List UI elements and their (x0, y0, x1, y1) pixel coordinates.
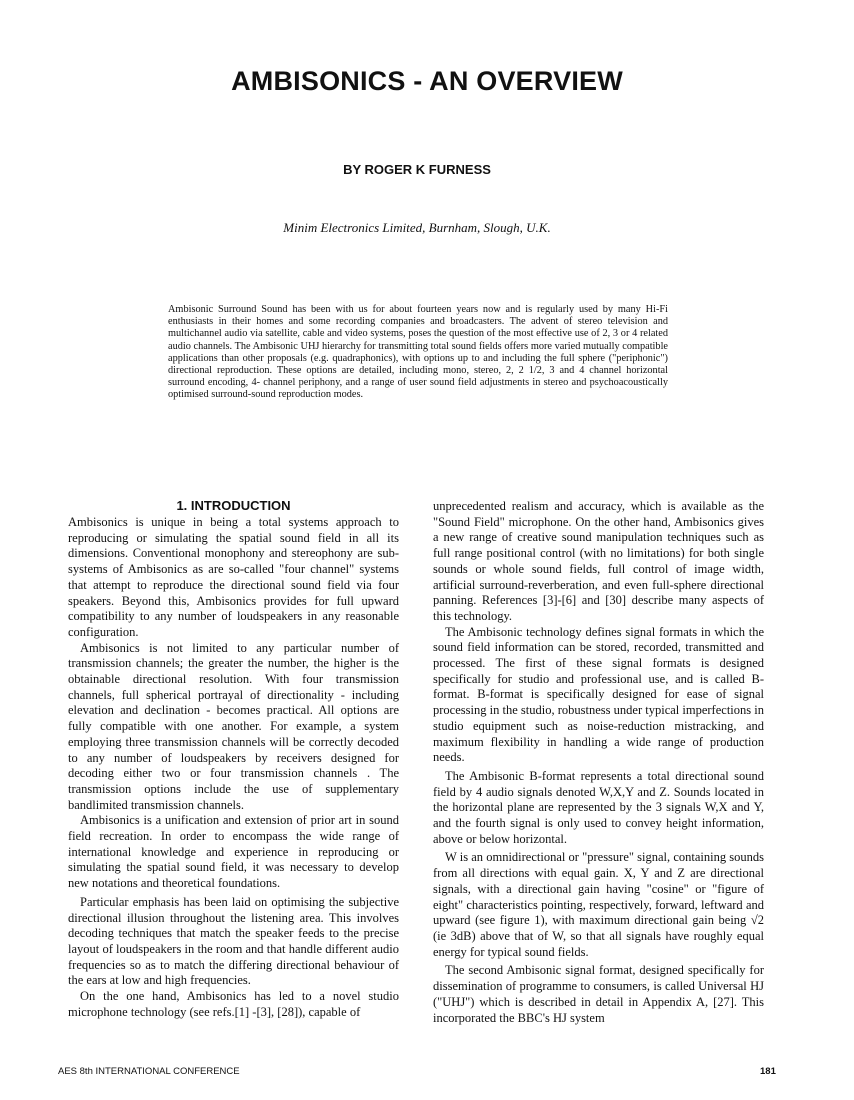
footer-conference: AES 8th INTERNATIONAL CONFERENCE (58, 1066, 240, 1077)
right-column (433, 499, 764, 1026)
body-paragraph: The Ambisonic B-format represents a total directional sound field by 4 audio signals denoted W,X,Y and Z. Sounds located in the horizontal plane are represented by the 3 signals W,X and Y, and the fourth signal is only used to convey height information, above or below horizontal. (433, 768, 764, 846)
footer-page-number: 181 (760, 1066, 776, 1077)
section-heading-introduction: 1. INTRODUCTION (176, 498, 291, 513)
paper-title: AMBISONICS - AN OVERVIEW (231, 66, 623, 96)
body-paragraph: The Ambisonic technology defines signal formats in which the sound field information can be stored, recorded, transmitted and processed. The first of these signal formats is designed specifically for studio and professional use, and is called B-format. B-format is specifically designed for ease of signal processing in the studio, robustness under typical imperfections in studio equipment such as noise-reduction mistracking, and maximum flexibility in handling a wide range of production needs. (433, 624, 764, 765)
body-paragraph: On the one hand, Ambisonics has led to a novel studio microphone technology (see refs.[1] -[3], [28]), capable of (68, 989, 399, 1019)
body-paragraph: unprecedented realism and accuracy, which is available as the "Sound Field" microphone. On the other hand, Ambisonics gives a new range of creative sound manipulation techniques such as full range positional control (with no limitations) for both single sounds or whole sound fields, full control of image width, artificial surround-reverberation, and even full-sphere directional panning. References [3]-[6] and [30] describe many aspects of this technology. (433, 499, 764, 623)
abstract: Ambisonic Surround Sound has been with us for about fourteen years now and is regularly used by many Hi-Fi enthusiasts in their homes and some recording companies and broadcasters. The advent of stereo television and multichannel audio via satellite, cable and video systems, poses the question of the most effective use of 2, 3 or 4 related audio channels. The Ambisonic UHJ hierarchy for transmitting total sound fields offers more varied mutually compatible applications than other proposals (e.g. quadraphonics), with options up to and including the full sphere ("periphonic") directional reproduction. These options are detailed, including mono, stereo, 2, 2 1/2, 3 and 4 channel horizontal surround encoding, 4- channel periphony, and a range of user sound field adjustments in stereo and psychoacoustically optimised surround-sound reproduction modes. (168, 304, 668, 401)
author-byline: BY ROGER K FURNESS (343, 162, 491, 177)
body-paragraph: Ambisonics is not limited to any particular number of transmission channels; the greater the number, the higher is the obtainable directional resolution. With four transmission channels, full spherical portrayal of directionality - including elevation and declination - becomes practical. All options are fully compatible with one another. For example, a system employing three transmission channels will be correctly decoded to any number of loudspeakers by receivers designed for decoding either two or four transmission channels . The transmission options include the use of supplementary bandlimited transmission channels. (68, 640, 399, 812)
author-affiliation: Minim Electronics Limited, Burnham, Slough, U.K. (283, 220, 551, 235)
left-column (68, 498, 399, 1021)
body-paragraph: The second Ambisonic signal format, designed specifically for dissemination of programme to consumers, is called Universal HJ ("UHJ") which is described in detail in Appendix A, [27]. This incorporated the BBC's HJ system (433, 963, 764, 1025)
body-paragraph: Particular emphasis has been laid on optimising the subjective directional illusion throughout the listening area. This involves decoding techniques that match the speaker feeds to the precise layout of loudspeakers in the room and that handle different audio frequencies so as to match the differing directional behaviour of the ears at low and high frequencies. (68, 894, 399, 988)
body-paragraph: Ambisonics is a unification and extension of prior art in sound field recreation. In order to encompass the wide range of international knowledge and experience in reproducing or simulating the spatial sound field, it was necessary to develop new notations and theoretical foundations. (68, 813, 399, 891)
body-paragraph: Ambisonics is unique in being a total systems approach to reproducing or simulating the spatial sound field in all its dimensions. Conventional monophony and stereophony are sub-systems of Ambisonics as are so-called "four channel" systems that attempt to reproduce the directional sound field via four speakers. Beyond this, Ambisonics provides for full upward compatibility to any number of loudspeakers in any reasonable configuration. (68, 515, 399, 639)
body-paragraph: W is an omnidirectional or "pressure" signal, containing sounds from all directions with equal gain. X, Y and Z are directional signals, with a directional gain having "cosine" or "figure of eight" characteristics pointing, respectively, forward, leftward and upward (see figure 1), with maximum directional gain being √2 (ie 3dB) above that of W, so that all signals have roughly equal energy for typical sound fields. (433, 850, 764, 959)
